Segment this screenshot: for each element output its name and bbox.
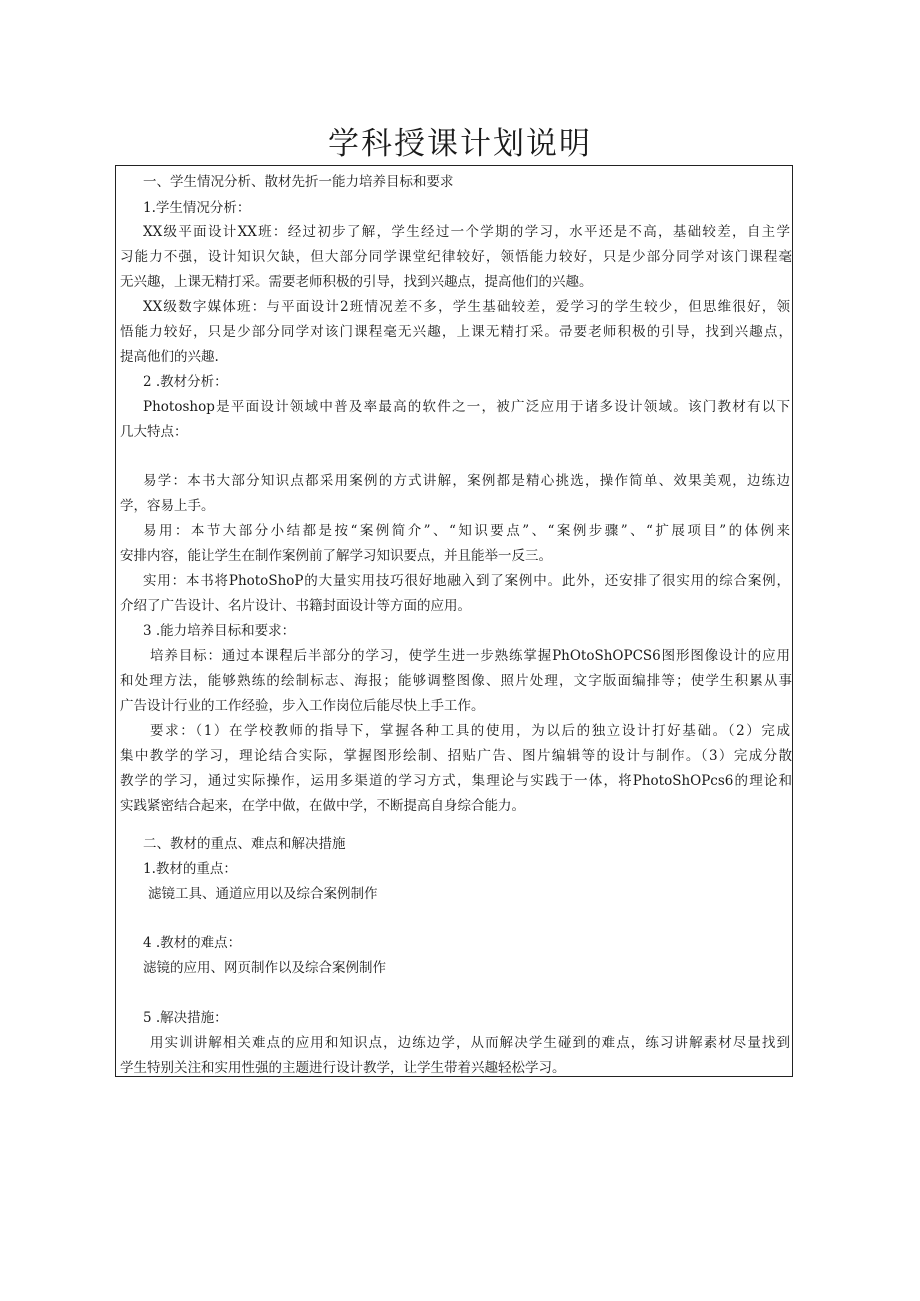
paragraph-line: 安排内容，能让学生在制作案例前了解学习知识要点，并且能举一反三。	[120, 548, 552, 564]
subheading-difficulties: 4 .教材的难点：	[143, 935, 242, 951]
subheading-solutions: 5 .解决措施：	[143, 1010, 228, 1026]
paragraph-line: 悟能力较好，只是少部分同学对该门课程毫无兴趣，上课无精打采。帚要老师积极的引导，找到兴趣点，	[120, 324, 792, 340]
paragraph-line: 几大特点：	[120, 424, 188, 440]
section-heading-2: 二、教材的重点、难点和解决措施	[143, 836, 346, 852]
paragraph-line: 培养目标：通过本课程后半部分的学习，使学生进一步熟练掌握PhOtoShOPCS6图形图像设计的应用	[150, 648, 790, 664]
subheading-student-analysis: 1.学生情况分析：	[143, 200, 251, 216]
paragraph-line: XX级数字媒体班：与平面设计2班情况差不多，学生基础较差，爱学习的学生较少，但思维很好，领	[143, 299, 790, 315]
paragraph-line: 用实训讲解相关难点的应用和知识点，边练边学，从而解决学生碰到的难点，练习讲解素材尽量找到	[150, 1035, 790, 1051]
paragraph-line: 实践紧密结合起来，在学中做，在做中学，不断提高自身综合能力。	[120, 798, 525, 814]
paragraph-line: 无兴趣，上课无精打采。需要老师积极的引导，找到兴趣点，提高他们的兴趣。	[120, 274, 593, 290]
paragraph-line: 和处理方法，能够熟练的绘制标志、海报；能够调整图像、照片处理，文字版面编排等；使学生积累从事	[120, 673, 792, 689]
paragraph-line: 易用：本节大部分小结都是按“案例简介”、“知识要点”、“案例步骤”、“扩展项目”的体例来	[143, 523, 790, 539]
paragraph-line: 教学的学习，通过实际操作，运用多渠道的学习方式，集理论与实践于一体，将PhotoShOPcs6的理论和	[120, 773, 792, 789]
paragraph-line: 介绍了广告设计、名片设计、书籍封面设计等方面的应用。	[120, 598, 471, 614]
paragraph-line: 易学：本书大部分知识点都采用案例的方式讲解，案例都是精心挑选，操作简单、效果美观，边练边	[143, 473, 790, 489]
paragraph-line: 学生特别关注和实用性强的主题进行设计教学，让学生带着兴趣轻松学习。	[120, 1060, 566, 1076]
paragraph-line: 滤镜的应用、网页制作以及综合案例制作	[143, 960, 386, 976]
section-heading-1: 一、学生情况分析、散材先折一能力培养目标和要求	[143, 174, 454, 190]
paragraph-line: 广告设计行业的工作经验，步入工作岗位后能尽快上手工作。	[120, 698, 485, 714]
paragraph-line: XX级平面设计XX班：经过初步了解，学生经过一个学期的学习，水平还是不高，基础较差，自主学	[143, 224, 790, 240]
paragraph-line: 学，容易上手。	[120, 498, 215, 514]
paragraph-line: 集中教学的学习，理论结合实际，掌握图形绘制、招贴广告、图片编辑等的设计与制作。（3）完成分散	[120, 748, 792, 764]
paragraph-line: 滤镜工具、通道应用以及综合案例制作	[148, 886, 378, 902]
paragraph-line: 实用：本书将PhotoShoP的大量实用技巧很好地融入到了案例中。此外，还安排了很实用的综合案例，	[143, 573, 790, 589]
paragraph-line: 提高他们的兴趣.	[120, 349, 219, 365]
paragraph-line: Photoshop是平面设计领域中普及率最高的软件之一，被广泛应用于诸多设计领域。该门教材有以下	[143, 399, 790, 415]
subheading-key-points: 1.教材的重点：	[143, 861, 237, 877]
page-title: 学科授课计划说明	[328, 126, 592, 162]
paragraph-line: 习能力不强，设计知识欠缺，但大部分同学课堂纪律较好，领悟能力较好，只是少部分同学对该门课程毫	[120, 249, 792, 265]
subheading-ability-goals: 3 .能力培养目标和要求：	[143, 623, 296, 639]
subheading-textbook-analysis: 2 .教材分析：	[143, 374, 228, 390]
paragraph-line: 要求：（1）在学校教师的指导下，掌握各种工具的使用，为以后的独立设计打好基础。（2）完成	[150, 723, 790, 739]
